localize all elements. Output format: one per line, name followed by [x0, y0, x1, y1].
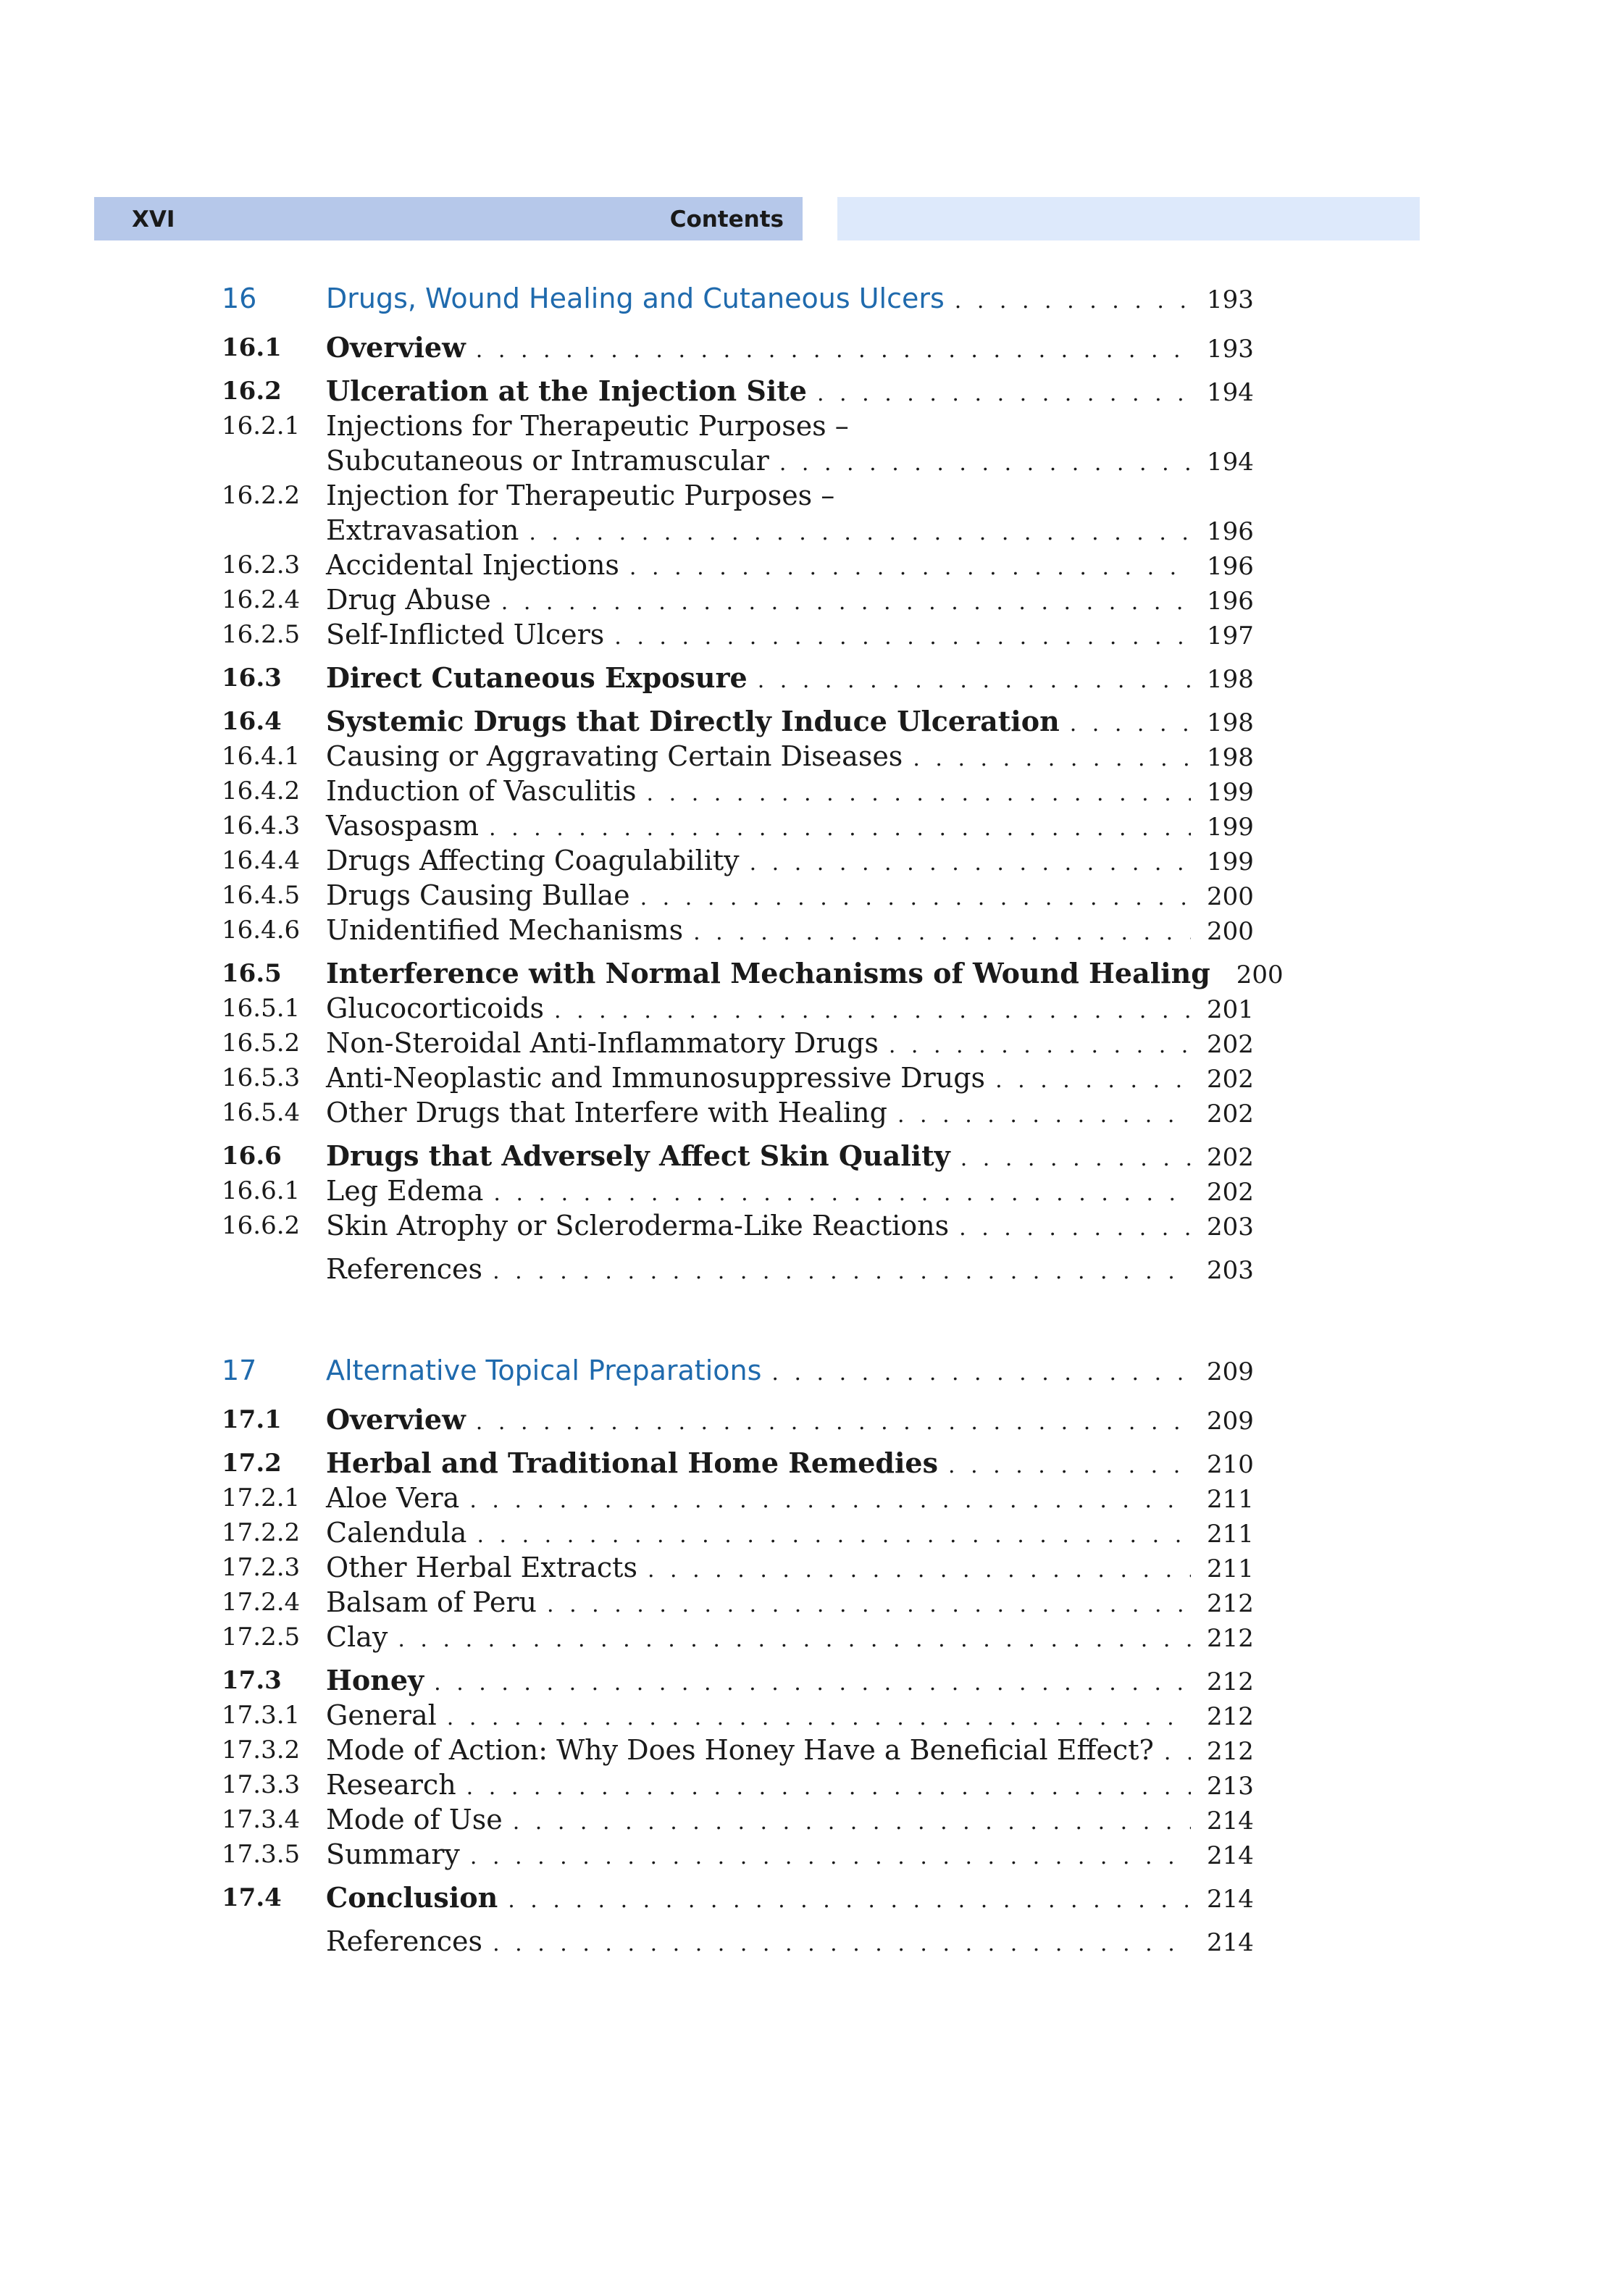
entry-line: [326, 1880, 1254, 1918]
header-bar-left: [94, 197, 803, 240]
entry-line: [326, 1060, 1254, 1098]
entry-title: Anti-Neoplastic and Immunosuppressive Drugs: [326, 1062, 986, 1094]
dot-leader: [948, 1449, 1191, 1483]
dot-leader: [493, 1255, 1191, 1289]
entry-number: 16.6.1: [222, 1176, 301, 1205]
entry-number: 16.4.2: [222, 776, 301, 805]
entry-number: 16: [222, 282, 257, 314]
toc-references-entry[interactable]: [222, 1924, 1254, 1959]
dot-leader: [554, 994, 1191, 1029]
entry-line: [326, 409, 1250, 446]
entry-number: 17.2: [222, 1449, 282, 1478]
entry-title: General: [326, 1699, 437, 1731]
entry-number: 16.4.3: [222, 811, 301, 840]
entry-line: [326, 1095, 1254, 1133]
dot-leader: [817, 377, 1191, 411]
dot-leader: [648, 1553, 1191, 1588]
entry-title: Aloe Vera: [326, 1482, 460, 1514]
entry-page: 203: [1207, 1213, 1254, 1242]
entry-page: 197: [1207, 621, 1254, 650]
dot-leader: [960, 1142, 1191, 1176]
toc-chapter-16: [222, 281, 1284, 1286]
entry-page: 214: [1207, 1885, 1254, 1914]
entry-title: Self-Inflicted Ulcers: [326, 619, 605, 650]
entry-page: 212: [1207, 1667, 1254, 1696]
header-page-number: XVI: [132, 206, 175, 233]
entry-title: Mode of Use: [326, 1804, 503, 1835]
entry-page: 202: [1207, 1143, 1254, 1172]
toc-subsection-entry[interactable]: [222, 409, 1250, 443]
entry-number: 16.5: [222, 959, 282, 988]
entry-line: [326, 1515, 1254, 1553]
header-title: Contents: [669, 206, 784, 233]
toc-section-entry[interactable]: [222, 704, 1254, 739]
entry-line: [326, 1446, 1254, 1483]
entry-line: [326, 1402, 1254, 1440]
dot-leader: [629, 551, 1191, 585]
toc-chapter-17: [222, 1353, 1254, 1959]
entry-line: [326, 330, 1254, 368]
entry-number: 17.4: [222, 1883, 282, 1912]
toc-section-entry[interactable]: [222, 1663, 1254, 1698]
dot-leader: [476, 1405, 1191, 1440]
entry-title: Systemic Drugs that Directly Induce Ulceration: [326, 705, 1060, 737]
entry-page: 202: [1207, 1178, 1254, 1207]
entry-line: [326, 1252, 1254, 1289]
entry-line: [326, 843, 1254, 881]
entry-title: Drugs Affecting Coagulability: [326, 845, 740, 876]
toc-section-entry[interactable]: [222, 1402, 1254, 1437]
entry-number: 16.4.1: [222, 742, 301, 771]
dot-leader: [955, 284, 1191, 319]
dot-leader: [493, 1176, 1191, 1211]
dot-leader: [508, 1883, 1191, 1918]
running-header: [94, 197, 1420, 240]
toc-subsection-entry[interactable]: [222, 1733, 1254, 1767]
toc-subsection-entry[interactable]: [222, 878, 1254, 913]
entry-title: Injection for Therapeutic Purposes –: [326, 480, 835, 511]
entry-page: 203: [1207, 1256, 1254, 1285]
entry-page: 202: [1207, 1065, 1254, 1094]
entry-page: 200: [1236, 960, 1284, 989]
entry-title: Injections for Therapeutic Purposes –: [326, 410, 849, 442]
entry-page: 199: [1207, 778, 1254, 807]
toc-subsection-entry[interactable]: [222, 443, 1254, 478]
dot-leader: [758, 664, 1191, 698]
dot-leader: [995, 1063, 1191, 1098]
toc-subsection-entry[interactable]: [222, 1026, 1254, 1060]
entry-page: 201: [1207, 995, 1254, 1024]
dot-leader: [470, 1840, 1191, 1875]
toc-section-entry[interactable]: [222, 1139, 1254, 1173]
toc-subsection-entry[interactable]: [222, 991, 1254, 1026]
entry-title: Mode of Action: Why Does Honey Have a Beneficial Effect?: [326, 1734, 1154, 1766]
entry-title: Overview: [326, 331, 466, 364]
dot-leader: [779, 446, 1191, 481]
entry-title: Balsam of Peru: [326, 1586, 537, 1618]
dot-leader: [1070, 707, 1191, 742]
entry-number: 16.2: [222, 377, 282, 406]
toc-subsection-entry[interactable]: [222, 739, 1254, 774]
entry-line: [326, 1837, 1254, 1875]
entry-page: 211: [1207, 1554, 1254, 1583]
toc-subsection-entry[interactable]: [222, 774, 1254, 808]
dot-leader: [640, 881, 1191, 916]
entry-line: [326, 774, 1254, 811]
entry-line: [326, 1481, 1254, 1518]
toc-subsection-entry[interactable]: [222, 617, 1254, 652]
entry-number: 16.4.5: [222, 881, 301, 910]
entry-number: 17.2.5: [222, 1623, 301, 1652]
entry-number: 16.5.2: [222, 1029, 301, 1058]
entry-line: [326, 1026, 1254, 1063]
toc-subsection-entry[interactable]: [222, 1550, 1254, 1585]
dot-leader: [959, 1211, 1191, 1246]
entry-number: 17.3.5: [222, 1840, 301, 1869]
toc-subsection-entry[interactable]: [222, 1698, 1254, 1733]
entry-page: 211: [1207, 1485, 1254, 1514]
entry-line: [326, 1620, 1254, 1657]
toc-subsection-entry[interactable]: [222, 1802, 1254, 1837]
entry-line: [326, 913, 1254, 950]
entry-line: [326, 661, 1254, 698]
entry-page: 210: [1207, 1450, 1254, 1479]
toc-subsection-entry[interactable]: [222, 1173, 1254, 1208]
entry-number: 16.5.4: [222, 1098, 301, 1127]
toc-section-entry[interactable]: [222, 1446, 1254, 1481]
dot-leader: [771, 1356, 1191, 1391]
toc-subsection-entry[interactable]: [222, 513, 1254, 548]
entry-line: [326, 617, 1254, 655]
entry-page: 198: [1207, 708, 1254, 737]
entry-line: [326, 1767, 1254, 1805]
toc-subsection-entry[interactable]: [222, 1767, 1254, 1802]
entry-number: 16.4: [222, 707, 282, 736]
entry-title: Leg Edema: [326, 1175, 484, 1207]
entry-number: 17.3.3: [222, 1770, 301, 1799]
entry-line: [326, 704, 1254, 742]
entry-page: 193: [1207, 285, 1254, 314]
entry-line: [326, 1585, 1254, 1623]
toc-references-entry[interactable]: [222, 1252, 1254, 1286]
entry-title: Direct Cutaneous Exposure: [326, 661, 748, 694]
entry-title: Herbal and Traditional Home Remedies: [326, 1447, 938, 1479]
dot-leader: [614, 620, 1191, 655]
dot-leader: [489, 811, 1191, 846]
toc-section-entry[interactable]: [222, 1880, 1254, 1915]
entry-number: 17.3: [222, 1666, 282, 1695]
entry-page: 199: [1207, 847, 1254, 876]
entry-title: Subcutaneous or Intramuscular: [326, 445, 769, 477]
dot-leader: [434, 1666, 1191, 1701]
toc-section-entry[interactable]: [222, 330, 1254, 365]
dot-leader: [889, 1029, 1191, 1063]
entry-line: [326, 1208, 1254, 1246]
toc-subsection-entry[interactable]: [222, 478, 1250, 513]
entry-page: 193: [1207, 335, 1254, 364]
entry-page: 211: [1207, 1520, 1254, 1549]
entry-title: Drugs that Adversely Affect Skin Quality: [326, 1139, 950, 1172]
toc-subsection-entry[interactable]: [222, 1208, 1254, 1243]
entry-page: 200: [1207, 917, 1254, 946]
entry-title: Clay: [326, 1621, 388, 1653]
dot-leader: [466, 1770, 1191, 1805]
toc-subsection-entry[interactable]: [222, 913, 1254, 947]
entry-title: Glucocorticoids: [326, 992, 545, 1024]
entry-page: 196: [1207, 587, 1254, 616]
entry-page: 214: [1207, 1841, 1254, 1870]
entry-title: References: [326, 1925, 483, 1957]
dot-leader: [647, 776, 1191, 811]
entry-title: Honey: [326, 1664, 424, 1696]
dot-leader: [447, 1701, 1191, 1736]
entry-line: [326, 478, 1250, 516]
entry-number: 17.2.2: [222, 1518, 301, 1547]
entry-number: 17: [222, 1355, 257, 1386]
dot-leader: [913, 742, 1191, 776]
toc-subsection-entry[interactable]: [222, 1481, 1254, 1515]
entry-page: 196: [1207, 552, 1254, 581]
entry-title: Summary: [326, 1838, 460, 1870]
entry-number: 17.1: [222, 1405, 282, 1434]
entry-title: Conclusion: [326, 1881, 498, 1914]
entry-number: 16.4.4: [222, 846, 301, 875]
entry-line: [326, 878, 1254, 916]
toc-subsection-entry[interactable]: [222, 582, 1254, 617]
entry-number: 16.2.3: [222, 551, 301, 579]
toc-subsection-entry[interactable]: [222, 843, 1254, 878]
entry-line: [326, 1550, 1254, 1588]
entry-line: [326, 991, 1254, 1029]
entry-page: 212: [1207, 1737, 1254, 1766]
dot-leader: [529, 516, 1191, 551]
entry-line: [326, 548, 1254, 585]
entry-page: 214: [1207, 1928, 1254, 1957]
entry-page: 196: [1207, 517, 1254, 546]
entry-number: 16.2.2: [222, 481, 301, 510]
entry-line: [326, 1139, 1254, 1176]
entry-line: [326, 513, 1254, 551]
entry-title: Calendula: [326, 1517, 467, 1549]
entry-title: Research: [326, 1769, 456, 1801]
entry-page: 209: [1207, 1357, 1254, 1386]
entry-title: Unidentified Mechanisms: [326, 914, 684, 946]
entry-title: Other Herbal Extracts: [326, 1552, 637, 1583]
entry-title: Drug Abuse: [326, 584, 491, 616]
entry-number: 16.2.1: [222, 411, 301, 440]
dot-leader: [547, 1588, 1191, 1623]
entry-line: [326, 1353, 1254, 1391]
entry-title: Alternative Topical Preparations: [326, 1355, 762, 1386]
entry-page: 200: [1207, 882, 1254, 911]
entry-page: 202: [1207, 1030, 1254, 1059]
dot-leader: [477, 1518, 1191, 1553]
entry-page: 214: [1207, 1807, 1254, 1835]
header-bar-right: [837, 197, 1420, 240]
entry-title: Induction of Vasculitis: [326, 775, 637, 807]
dot-leader: [469, 1483, 1191, 1518]
toc-subsection-entry[interactable]: [222, 1837, 1254, 1872]
entry-line: [326, 374, 1254, 411]
chapter-heading[interactable]: [222, 281, 1254, 322]
entry-page: 198: [1207, 743, 1254, 772]
entry-page: 209: [1207, 1407, 1254, 1436]
entry-page: 212: [1207, 1624, 1254, 1653]
entry-number: 17.3.2: [222, 1736, 301, 1765]
entry-number: 16.4.6: [222, 916, 301, 945]
entry-line: [326, 1663, 1254, 1701]
toc-subsection-entry[interactable]: [222, 1095, 1254, 1130]
toc-subsection-entry[interactable]: [222, 1060, 1254, 1095]
entry-title: Extravasation: [326, 514, 519, 546]
toc-subsection-entry[interactable]: [222, 1620, 1254, 1654]
toc-subsection-entry[interactable]: [222, 808, 1254, 843]
dot-leader: [897, 1098, 1191, 1133]
entry-number: 16.6: [222, 1142, 282, 1171]
entry-number: 17.2.4: [222, 1588, 301, 1617]
dot-leader: [693, 916, 1191, 950]
entry-number: 16.1: [222, 333, 282, 362]
entry-title: Drugs, Wound Healing and Cutaneous Ulcers: [326, 282, 945, 314]
dot-leader: [476, 333, 1191, 368]
entry-title: Drugs Causing Bullae: [326, 879, 630, 911]
entry-page: 202: [1207, 1100, 1254, 1129]
entry-number: 17.3.1: [222, 1701, 301, 1730]
entry-title: Non-Steroidal Anti-Inflammatory Drugs: [326, 1027, 879, 1059]
entry-line: [326, 1173, 1254, 1211]
entry-number: 16.3: [222, 664, 282, 692]
toc-subsection-entry[interactable]: [222, 548, 1254, 582]
entry-line: [326, 739, 1254, 776]
dot-leader: [501, 585, 1191, 620]
entry-page: 212: [1207, 1702, 1254, 1731]
toc-subsection-entry[interactable]: [222, 1515, 1254, 1550]
entry-line: [326, 1733, 1254, 1770]
entry-number: 16.5.1: [222, 994, 301, 1023]
entry-number: 17.2.3: [222, 1553, 301, 1582]
entry-title: Other Drugs that Interfere with Healing: [326, 1097, 887, 1129]
dot-leader: [1164, 1736, 1191, 1770]
entry-title: Overview: [326, 1403, 466, 1436]
entry-title: Interference with Normal Mechanisms of Wound Healing: [326, 957, 1210, 989]
entry-page: 212: [1207, 1589, 1254, 1618]
entry-title: Skin Atrophy or Scleroderma-Like Reactions: [326, 1210, 950, 1242]
entry-page: 199: [1207, 813, 1254, 842]
entry-number: 16.2.5: [222, 620, 301, 649]
entry-line: [326, 281, 1254, 319]
entry-page: 194: [1207, 378, 1254, 407]
entry-line: [326, 582, 1254, 620]
entry-title: References: [326, 1253, 483, 1285]
entry-number: 16.6.2: [222, 1211, 301, 1240]
entry-line: [326, 443, 1254, 481]
entry-line: [326, 956, 1284, 994]
toc-section-entry[interactable]: [222, 374, 1254, 409]
entry-line: [326, 808, 1254, 846]
entry-number: 16.2.4: [222, 585, 301, 614]
entry-line: [326, 1802, 1254, 1840]
dot-leader: [398, 1623, 1191, 1657]
entry-line: [326, 1924, 1254, 1962]
entry-number: 17.2.1: [222, 1483, 301, 1512]
toc-section-entry[interactable]: [222, 956, 1284, 991]
toc-subsection-entry[interactable]: [222, 1585, 1254, 1620]
entry-line: [326, 1698, 1254, 1736]
chapter-heading[interactable]: [222, 1353, 1254, 1394]
entry-title: Causing or Aggravating Certain Diseases: [326, 740, 903, 772]
dot-leader: [493, 1927, 1191, 1962]
entry-page: 213: [1207, 1772, 1254, 1801]
entry-page: 198: [1207, 665, 1254, 694]
entry-number: 17.3.4: [222, 1805, 301, 1834]
entry-number: 16.5.3: [222, 1063, 301, 1092]
dot-leader: [750, 846, 1191, 881]
entry-title: Ulceration at the Injection Site: [326, 374, 807, 407]
entry-page: 194: [1207, 448, 1254, 477]
entry-title: Vasospasm: [326, 810, 480, 842]
entry-title: Accidental Injections: [326, 549, 619, 581]
dot-leader: [513, 1805, 1191, 1840]
toc-section-entry[interactable]: [222, 661, 1254, 695]
